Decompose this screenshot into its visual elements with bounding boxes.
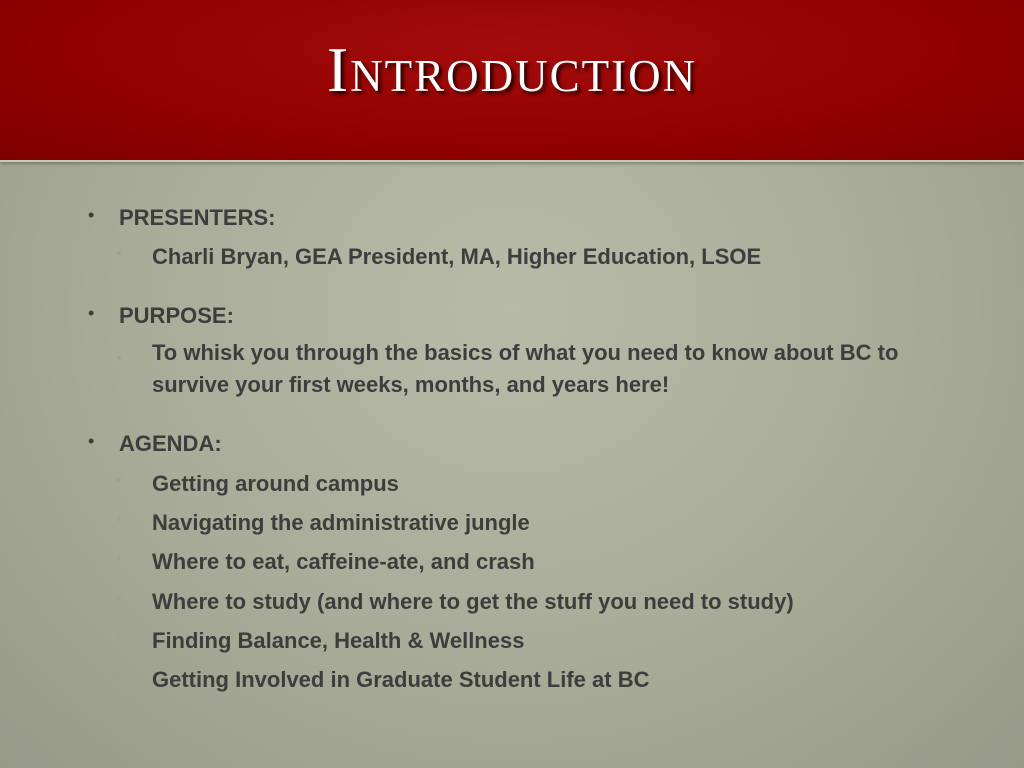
list-item-text: To whisk you through the basics of what you need to know about BC to survive your first weeks, months, and years here! bbox=[152, 340, 899, 397]
section-heading-agenda bbox=[88, 431, 222, 457]
sub-bullet-icon: • bbox=[116, 472, 122, 489]
sub-bullet-icon: • bbox=[116, 245, 122, 262]
bullet-icon: • bbox=[88, 205, 95, 225]
slide-title: Introduction bbox=[326, 34, 698, 105]
list-item-text: Getting around campus bbox=[152, 471, 399, 496]
bullet-icon: • bbox=[88, 303, 95, 323]
list-item-text: Navigating the administrative jungle bbox=[152, 510, 530, 535]
list-item bbox=[116, 244, 762, 270]
section-heading-presenters bbox=[88, 205, 276, 231]
sub-bullet-icon: • bbox=[116, 550, 122, 567]
list-item bbox=[116, 510, 530, 536]
list-item bbox=[116, 667, 650, 693]
list-item-text: Where to study (and where to get the stuff you need to study) bbox=[152, 589, 794, 614]
list-item bbox=[116, 589, 794, 615]
sub-bullet-icon: • bbox=[116, 668, 122, 685]
sub-bullet-icon: • bbox=[116, 350, 122, 367]
list-item-text: Charli Bryan, GEA President, MA, Higher Education, LSOE bbox=[152, 244, 762, 269]
list-item bbox=[116, 549, 535, 575]
sub-bullet-icon: • bbox=[116, 511, 122, 528]
sub-bullet-icon: • bbox=[116, 629, 122, 646]
heading-text: PRESENTERS: bbox=[119, 205, 276, 230]
bullet-icon: • bbox=[88, 431, 95, 451]
list-item bbox=[116, 337, 932, 401]
section-heading-purpose bbox=[88, 303, 234, 329]
heading-text: AGENDA: bbox=[119, 431, 222, 456]
list-item bbox=[116, 628, 525, 654]
list-item-text: Where to eat, caffeine-ate, and crash bbox=[152, 549, 535, 574]
sub-bullet-icon: • bbox=[116, 590, 122, 607]
list-item-text: Getting Involved in Graduate Student Life at BC bbox=[152, 667, 650, 692]
heading-text: PURPOSE: bbox=[119, 303, 234, 328]
list-item bbox=[116, 471, 399, 497]
list-item-text: Finding Balance, Health & Wellness bbox=[152, 628, 525, 653]
